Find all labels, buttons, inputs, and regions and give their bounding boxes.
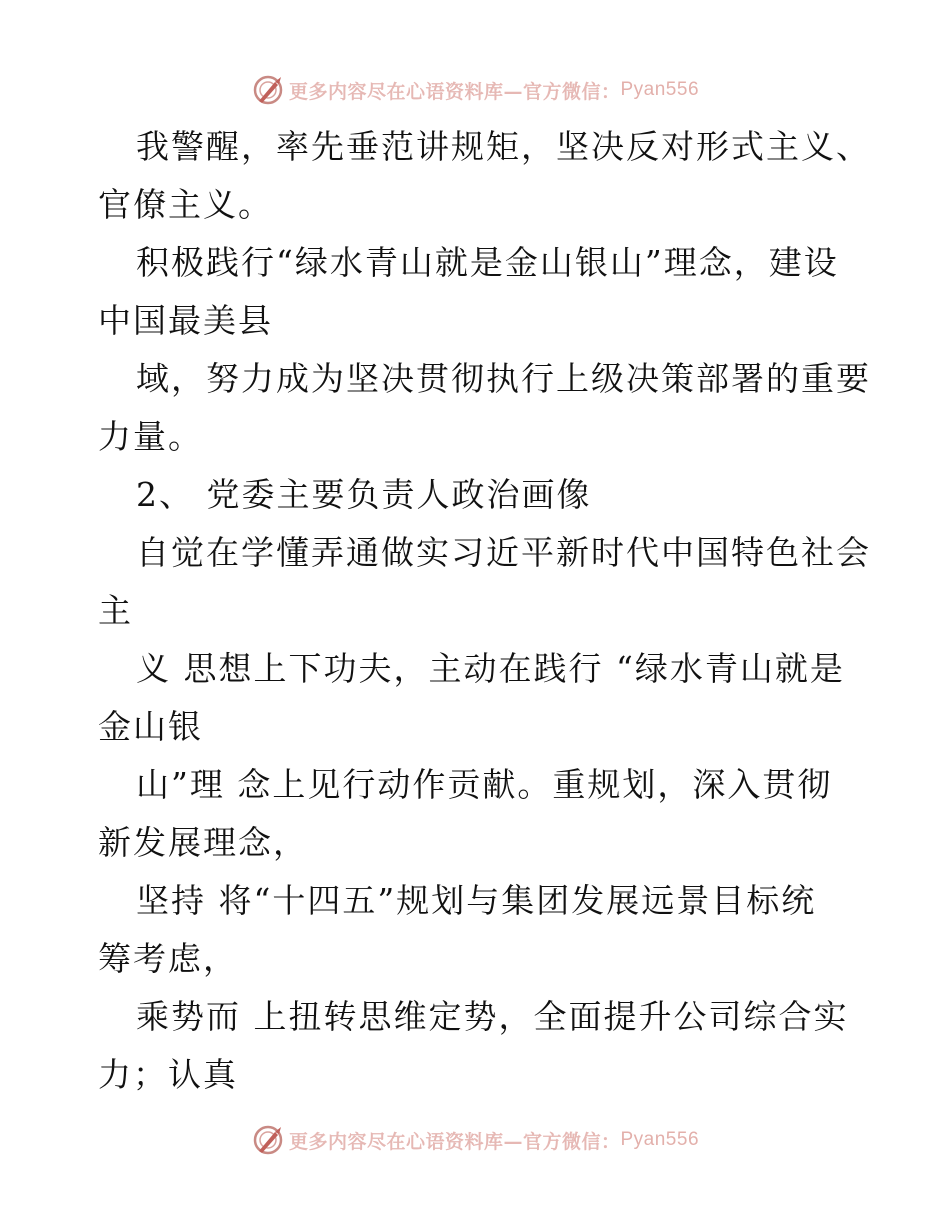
body-line: 域，努力成为坚决贯彻执行上级决策部署的重要	[136, 359, 871, 398]
section-heading: 2、 党委主要负责人政治画像	[136, 475, 592, 514]
body-line: 坚持 将“十四五”规划与集团发展远景目标统	[136, 881, 817, 920]
header-banner-text: 更多内容尽在心语资料库—官方微信：	[288, 80, 621, 103]
header-watermark-banner	[0, 72, 950, 108]
body-line: 主	[98, 591, 133, 630]
body-line: 我警醒，率先垂范讲规矩，坚决反对形式主义、	[136, 127, 871, 166]
footer-banner-text: 更多内容尽在心语资料库—官方微信：	[288, 1130, 621, 1153]
body-line: 力；认真	[98, 1055, 238, 1094]
quill-pen-logo-icon	[251, 73, 285, 107]
body-line: 中国最美县	[98, 301, 273, 340]
footer-wechat-id: Pyan556	[620, 1129, 700, 1150]
body-line: 乘势而 上扭转思维定势，全面提升公司综合实	[136, 997, 849, 1036]
body-line: 积极践行“绿水青山就是金山银山”理念，建设	[136, 243, 839, 282]
footer-watermark-banner	[0, 1122, 950, 1158]
body-line: 新发展理念，	[98, 823, 308, 862]
body-line: 义 思想上下功夫，主动在践行 “绿水青山就是	[136, 649, 845, 688]
body-line: 金山银	[98, 707, 203, 746]
body-line: 筹考虑，	[98, 939, 238, 978]
body-line: 自觉在学懂弄通做实习近平新时代中国特色社会	[136, 533, 871, 572]
body-line: 山”理 念上见行动作贡献。重规划，深入贯彻	[136, 765, 833, 804]
body-line: 官僚主义。	[98, 185, 273, 224]
header-wechat-id: Pyan556	[620, 79, 700, 100]
quill-pen-logo-icon	[251, 1123, 285, 1157]
document-body	[98, 118, 878, 1104]
body-line: 力量。	[98, 417, 203, 456]
